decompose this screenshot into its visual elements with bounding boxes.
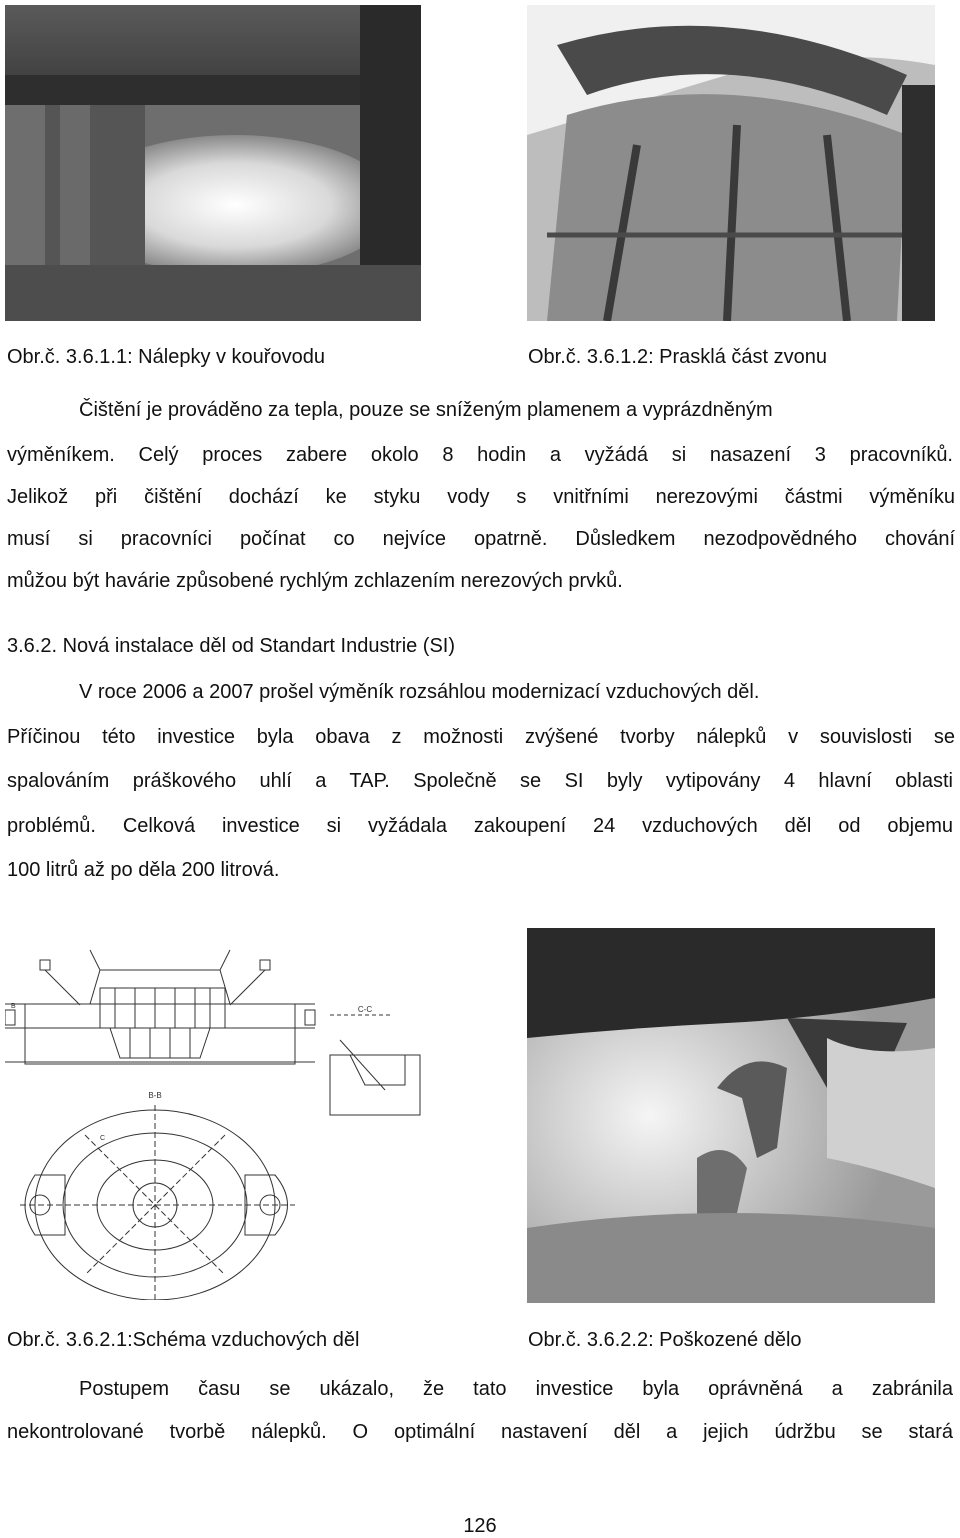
paragraph-line: nekontrolované tvorbě nálepků. O optimální nastavení děl a jejich údržbu se stará <box>7 1421 953 1443</box>
paragraph-line: spalováním práškového uhlí a TAP. Společně se SI byly vytipovány 4 hlavní oblasti <box>7 770 953 792</box>
photo-damaged-cannon <box>527 928 935 1303</box>
section-heading: 3.6.2. Nová instalace děl od Standart Industrie (SI) <box>7 635 456 657</box>
paragraph-line: V roce 2006 a 2007 prošel výměník rozsáhlou modernizací vzduchových děl. <box>79 681 760 703</box>
figure-caption: Obr.č. 3.6.1.1: Nálepky v kouřovodu <box>7 346 325 368</box>
paragraph-line: můžou být havárie způsobené rychlým zchlazením nerezových prvků. <box>7 570 623 592</box>
paragraph-line: 100 litrů až po děla 200 litrová. <box>7 859 280 881</box>
air-cannon-schematic <box>5 930 425 1300</box>
section-label: C-C <box>357 1005 373 1014</box>
photo-deposits-flue <box>5 5 421 321</box>
figure-caption: Obr.č. 3.6.2.2: Poškozené dělo <box>528 1329 802 1351</box>
figure-caption: Obr.č. 3.6.1.2: Prasklá část zvonu <box>528 346 828 368</box>
paragraph-line: musí si pracovníci počínat co nejvíce opatrně. Důsledkem nezodpovědného chování <box>7 528 955 550</box>
paragraph-line: Postupem času se ukázalo, že tato investice byla oprávněná a zabránila <box>79 1378 953 1400</box>
cut-label: C <box>100 1135 106 1142</box>
cut-label: B <box>11 1003 16 1010</box>
figure-caption: Obr.č. 3.6.2.1:Schéma vzduchových děl <box>7 1329 360 1351</box>
paragraph-line: Čištění je prováděno za tepla, pouze se sníženým plamenem a vyprázdněným <box>79 399 773 421</box>
paragraph-line: výměníkem. Celý proces zabere okolo 8 hodin a vyžádá si nasazení 3 pracovníků. <box>7 444 953 466</box>
page-number: 126 <box>463 1515 497 1537</box>
paragraph-line: Jelikož při čištění dochází ke styku vody s vnitřními nerezovými částmi výměníku <box>7 486 955 508</box>
paragraph-line: problémů. Celková investice si vyžádala zakoupení 24 vzduchových děl od objemu <box>7 815 953 837</box>
photo-cracked-bell <box>527 5 935 321</box>
section-label: B-B <box>148 1091 162 1100</box>
paragraph-line: Příčinou této investice byla obava z možnosti zvýšené tvorby nálepků v souvislosti se <box>7 726 955 748</box>
